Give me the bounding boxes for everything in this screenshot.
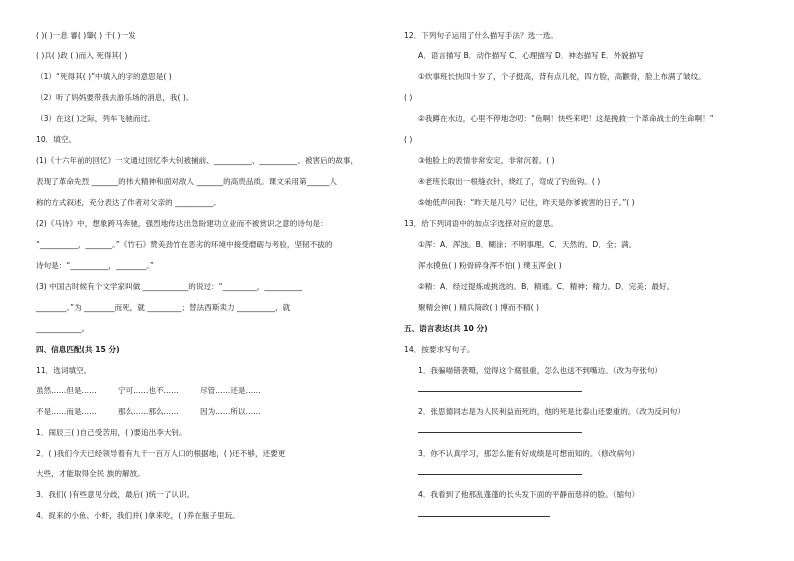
answer-line-1[interactable] [418, 391, 582, 392]
q10-part2-line3: 诗句是：“__________，________。” [36, 261, 154, 270]
answer-line-4[interactable] [418, 516, 550, 517]
idiom-fill-row-2: ( )兵( )政 ( )而入 死得其( ) [36, 51, 128, 60]
question-11-title: 11．选词填空。 [36, 366, 92, 375]
q10-part1-line1: (1)《十六年前的回忆》一文通过回忆李大钊被捕前、__________、__________、被害后的故事， [36, 156, 359, 165]
word-option: 不是……而是…… [36, 407, 97, 416]
question-14-title: 14．按要求写句子。 [404, 345, 475, 354]
answer-line-3[interactable] [418, 474, 582, 475]
sentence-item-2-blank: ( ) [404, 135, 413, 144]
word-option: 虽然……但是…… [36, 386, 97, 395]
idiom-question-1: （1）“死得其( )”中填入的字的意思是( ) [36, 72, 172, 81]
rewrite-task-4: 4．我看到了他那乱蓬蓬的长头发下面的平静而慈祥的脸。（缩句） [418, 490, 640, 499]
section-5-heading: 五、语言表达(共 10 分) [404, 324, 488, 333]
word-option: 尽管……还是…… [200, 386, 261, 395]
meaning-words-2: 聚精会神( ) 精兵简政( ) 博而不精( ) [418, 303, 539, 312]
q10-part1-line2: 表现了革命先烈 _______的伟大精神和面对敌人 _______的高贵品质。课文采用第______人 [36, 177, 337, 186]
meaning-words-1: 浑水摸鱼( ) 粉骨碎身浑不怕( ) 璞玉浑金( ) [418, 261, 562, 270]
idiom-fill-row-1: ( )( )一息 審( )肇( ) 千( )一发 [36, 31, 136, 40]
word-option: 因为……所以…… [200, 407, 261, 416]
fill-sentence-2-line2: 大些，才能取得全民 族的解放。 [36, 469, 145, 478]
question-10-title: 10．填空。 [36, 135, 77, 144]
idiom-question-3: （3）在这( )之际，列车飞驰而过。 [36, 114, 156, 123]
fill-sentence-1: 1．闹辰三( )自己受苦用，( )要追出李大钊。 [36, 428, 187, 437]
sentence-item-5: ⑤她低声问我：“昨天是几号？记住，昨天是你爹被害的日子。”( ) [418, 198, 635, 207]
word-option: 那么……那么…… [118, 407, 179, 416]
fill-sentence-4: 4．捉来的小鱼、小虾，我们并( )拿来吃，( )养在瓶子里玩。 [36, 511, 240, 520]
fill-sentence-2-line1: 2．( )我们今天已经领导着有九千一百万人口的根据地，( )还不够，还要更 [36, 449, 286, 458]
q10-part2-line1: (2)《马诗》中，想象跨马奔驰，强烈地传达出急盼建功立业而不被赏识之意的诗句是： [36, 219, 328, 228]
sentence-item-3: ③他脸上的表情非常安定，非常沉着。( ) [418, 156, 555, 165]
rewrite-task-2: 2．张思德同志是为人民利益而死的，他的死是比泰山还要重的。（改为反问句） [418, 407, 685, 416]
word-option: 宁可……也不…… [118, 386, 179, 395]
question-12-title: 12．下列句子运用了什么描写手法？选一选。 [404, 31, 558, 40]
rewrite-task-1: 1．我骗喵错袭嗫，觉得这个腐很重，怎么也送不到嘴边。（改为夸张句） [418, 366, 663, 375]
fill-sentence-3: 3．我们( )有些意见分歧，最后( )统一了认识。 [36, 490, 195, 499]
q10-part2-line2: “__________，_______。”《竹石》赞美劲竹在恶劣的环境中接受磨砺与考验，坚韧不拔的 [36, 240, 333, 249]
meaning-options-1: ①浑：A．浑浊。B．糊涂；不明事理。C．天然的。D．全；满。 [418, 240, 637, 249]
technique-options: A．语言描写 B．动作描写 C．心理描写 D．神态描写 E．外貌描写 [418, 51, 644, 60]
sentence-item-4: ④老班长取出一根缝衣针，烧红了，弯成了钓鱼钩。( ) [418, 177, 601, 186]
sentence-item-1-blank: ( ) [404, 93, 413, 102]
sentence-item-2: ②我蹲在水边，心里不停地念叨：“鱼啊！快些来吧！这是挽救一个革命战士的生命啊！” [418, 114, 714, 123]
sentence-item-1: ①炊事班长快四十岁了，个子挺高，背有点儿驼，四方脸，高颧骨，脸上布满了皱纹。 [418, 72, 706, 81]
meaning-options-2: ②精：A．经过提炼或挑选的。B．精通。C．精神；精力。D．完美；最好。 [418, 282, 675, 291]
q10-part3-line3: ____________。 [36, 324, 90, 333]
answer-line-2[interactable] [418, 432, 582, 433]
rewrite-task-3: 3．你不认真学习，那怎么能有好成绩是可想而知的。（修改病句） [418, 449, 640, 458]
q10-part3-line2: ________。”为 ________而死，就 _________；替法西斯卖力 __________，就 [36, 303, 291, 312]
section-4-heading: 四、信息匹配(共 15 分) [36, 345, 120, 354]
q10-part3-line1: (3) 中国古时候有个文学家叫做 ____________的说过：“_________，__________ [36, 282, 303, 291]
right-column [404, 0, 774, 561]
q10-part1-line3: 称的方式叙述，充分表达了作者对父亲的 __________。 [36, 198, 221, 207]
left-column [36, 0, 376, 561]
idiom-question-2: （2）听了妈妈要带我去游乐场的消息，我( )。 [36, 93, 194, 102]
question-13-title: 13．给下列词语中的加点字选择对应的意思。 [404, 219, 558, 228]
